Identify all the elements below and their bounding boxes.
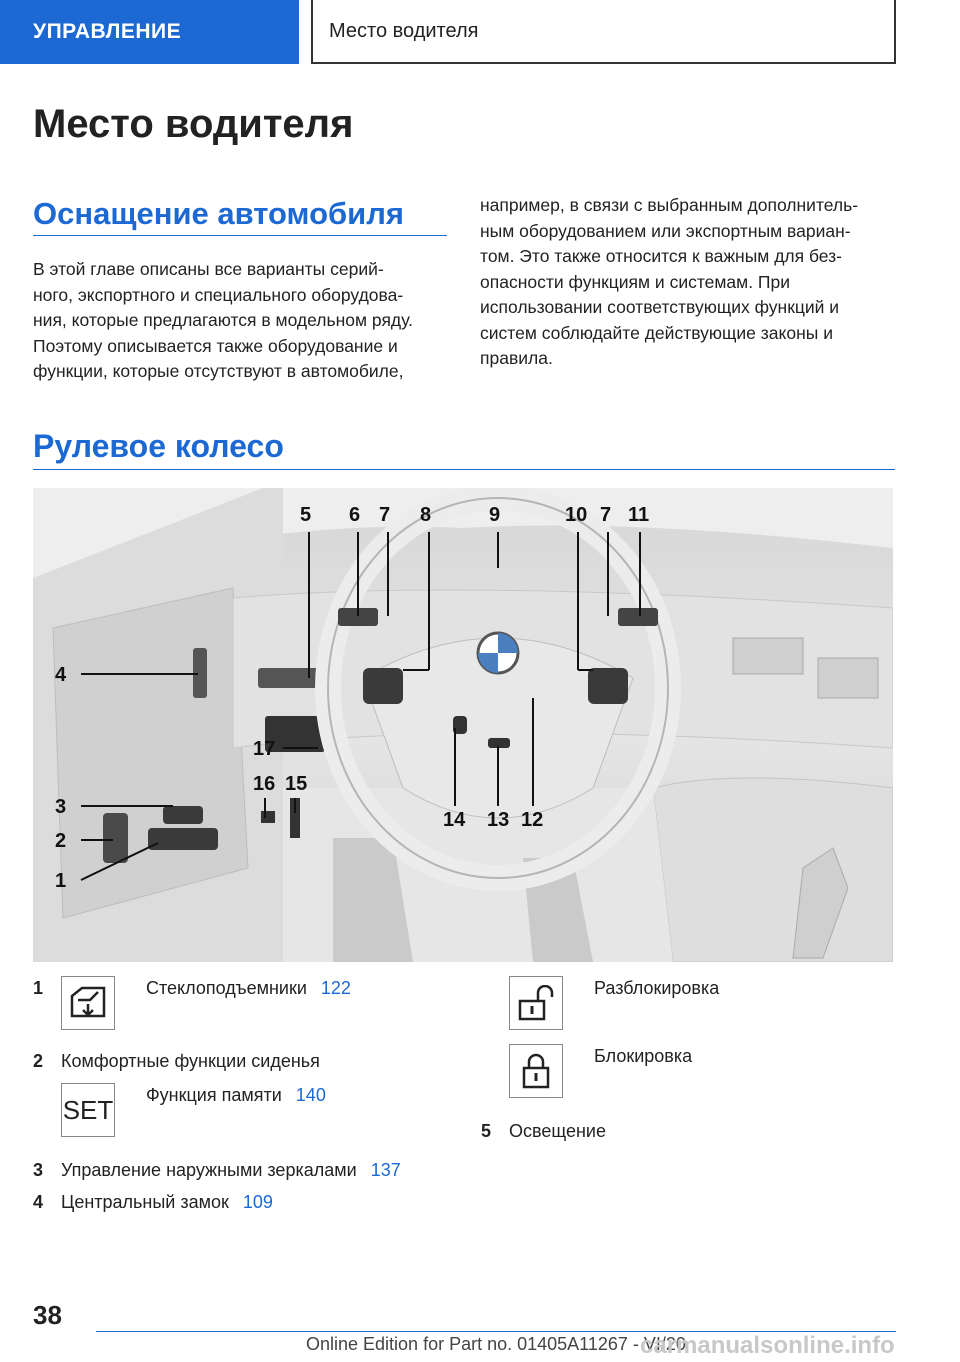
callout-9: 9 <box>489 504 501 526</box>
equipment-rule <box>33 235 447 236</box>
callout-14: 14 <box>443 809 466 831</box>
text-line: опасности функциям и системам. При <box>480 271 791 292</box>
callout-13: 13 <box>487 809 510 831</box>
callout-3: 3 <box>55 796 67 818</box>
page-ref-122[interactable]: 122 <box>320 978 351 998</box>
equipment-text-col2 <box>480 193 858 372</box>
text-line: ния, которые предлагаются в модельном ряду. <box>33 310 413 330</box>
callout-12: 12 <box>521 809 544 831</box>
callout-5: 5 <box>300 504 312 526</box>
callout-7: 7 <box>379 504 391 526</box>
callout-1: 1 <box>55 870 67 892</box>
text-line: ным оборудованием или экспортным вариан- <box>480 220 851 241</box>
text-line: например, в связи с выбранным дополнитель- <box>480 195 859 215</box>
legend-item-3 <box>61 1160 401 1181</box>
legend-label: Управление наружными зеркалами <box>61 1160 357 1180</box>
page-ref-140[interactable]: 140 <box>295 1085 326 1105</box>
page-title: Место водителя <box>33 102 354 146</box>
legend-num-4: 4 <box>33 1192 44 1212</box>
legend-label: Центральный замок <box>61 1192 229 1212</box>
text-line: В этой главе описаны все варианты серий- <box>33 259 384 279</box>
callout-10: 10 <box>565 504 588 526</box>
window-lift-icon <box>61 976 115 1030</box>
text-line: ного, экспортного и специального оборудова- <box>33 284 404 305</box>
chapter-title: Место водителя <box>311 0 896 64</box>
page-number: 38 <box>33 1300 62 1330</box>
legend-label: Функция памяти <box>146 1085 282 1105</box>
legend-item-unlock: Разблокировка <box>594 978 720 998</box>
text-line: правила. <box>480 348 553 368</box>
callout-7b: 7 <box>600 504 612 526</box>
section-tab[interactable]: УПРАВЛЕНИЕ <box>0 0 299 64</box>
callout-17: 17 <box>253 738 276 760</box>
set-icon-text: SET <box>62 1094 114 1125</box>
callout-4: 4 <box>55 664 67 686</box>
text-line: использовании соответствующих функций и <box>480 297 840 317</box>
equipment-text-col1 <box>33 257 413 385</box>
steering-heading: Рулевое колесо <box>33 428 284 464</box>
lock-icon <box>509 1044 563 1098</box>
callout-2: 2 <box>55 830 67 852</box>
page-ref-137[interactable]: 137 <box>370 1160 401 1180</box>
text-line: систем соблюдайте действующие законы и <box>480 322 833 343</box>
legend-item-2-memory <box>146 1085 326 1106</box>
text-line: Поэтому описывается также оборудование и <box>33 335 398 356</box>
legend-num-1: 1 <box>33 978 44 998</box>
page-ref-109[interactable]: 109 <box>242 1192 273 1212</box>
legend-label: Стеклоподъемники <box>146 978 307 998</box>
steering-rule <box>33 469 895 470</box>
footer-edition: Online Edition for Part no. 01405A11267 - VI/20 <box>306 1334 686 1354</box>
legend-item-5: Освещение <box>509 1121 606 1141</box>
text-line: том. Это также относится к важным для без- <box>480 246 842 266</box>
equipment-heading: Оснащение автомобиля <box>33 196 404 231</box>
callout-15: 15 <box>285 773 308 795</box>
legend-item-4 <box>61 1192 273 1213</box>
unlock-icon <box>509 976 563 1030</box>
cockpit-illustration <box>33 488 893 962</box>
legend-num-5: 5 <box>481 1121 492 1141</box>
callout-16: 16 <box>253 773 276 795</box>
watermark: carmanualsonline.info <box>640 1332 895 1359</box>
text-line: функции, которые отсутствуют в автомобиле, <box>33 361 404 381</box>
legend-num-3: 3 <box>33 1160 44 1180</box>
callout-6: 6 <box>349 504 361 526</box>
legend-item-lock: Блокировка <box>594 1046 693 1066</box>
legend-num-2: 2 <box>33 1051 44 1071</box>
set-button-icon <box>61 1083 115 1137</box>
callout-11: 11 <box>628 504 650 526</box>
callout-8: 8 <box>420 504 432 526</box>
legend-item-2: Комфортные функции сиденья <box>61 1051 320 1071</box>
legend-item-1 <box>146 978 351 999</box>
